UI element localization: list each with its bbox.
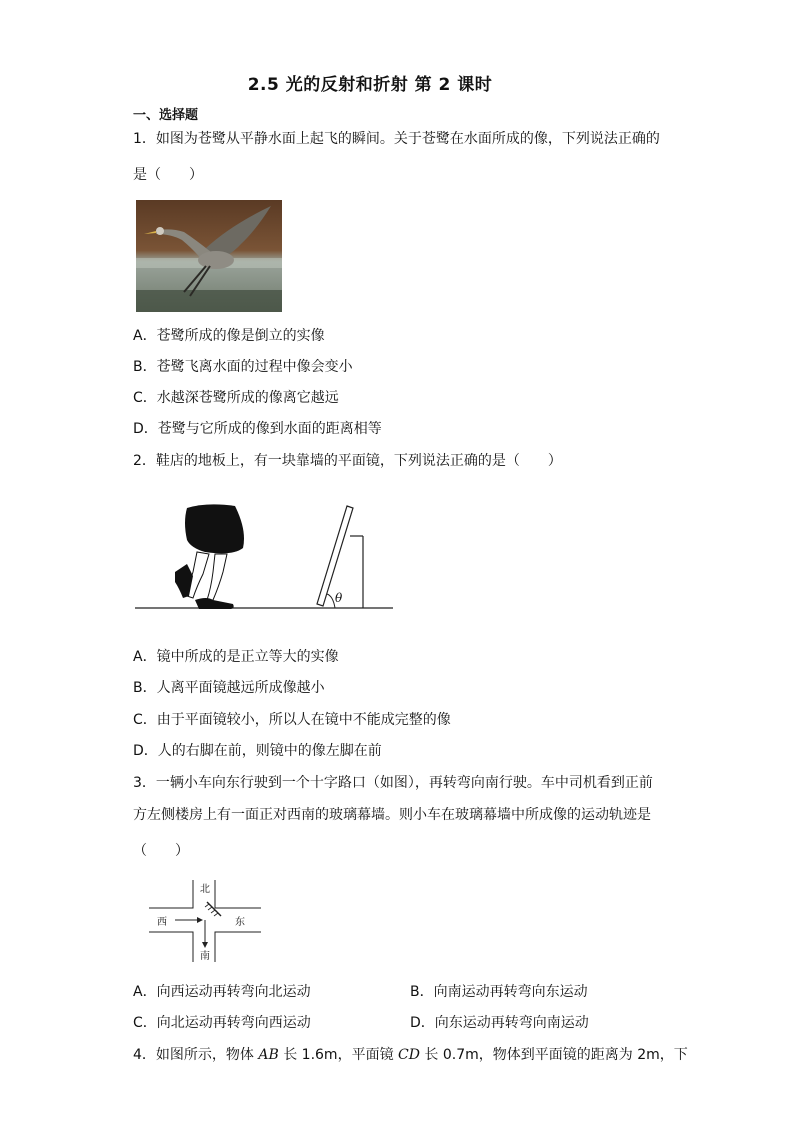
q1-option-d: D．苍鹭与它所成的像到水面的距离相等: [133, 421, 382, 437]
heron-photo: [136, 200, 282, 312]
q3-stem-line3: （ ）: [133, 843, 189, 859]
theta-label: θ: [335, 591, 343, 605]
page-title: 2.5 光的反射和折射 第 2 课时: [247, 75, 493, 95]
q1-stem-line1: 1．如图为苍鹭从平静水面上起飞的瞬间。关于苍鹭在水面所成的像，下列说法正确的: [133, 131, 660, 147]
intersection-figure: [145, 880, 263, 962]
q2-option-a: A．镜中所成的是正立等大的实像: [133, 649, 339, 665]
q1-stem-line2: 是（ ）: [133, 167, 203, 183]
q2-option-c: C．由于平面镜较小，所以人在镜中不能成完整的像: [133, 712, 451, 728]
west-label: 西: [157, 917, 167, 928]
q2-stem: 2．鞋店的地板上，有一块靠墙的平面镜，下列说法正确的是（ ）: [133, 453, 562, 469]
q1-option-c: C．水越深苍鹭所成的像离它越远: [133, 390, 339, 406]
q4-stem: [133, 1045, 688, 1065]
q3-option-a: A．向西运动再转弯向北运动: [133, 984, 311, 1000]
q3-option-d: D．向东运动再转弯向南运动: [410, 1015, 589, 1031]
q1-option-a: A．苍鹭所成的像是倒立的实像: [133, 328, 325, 344]
q4-prefix: 4．如图所示，物体: [133, 1047, 259, 1063]
q3-option-b: B．向南运动再转弯向东运动: [410, 984, 588, 1000]
shoe-mirror-figure: [135, 500, 395, 615]
q4-suffix: 长 0.7m，物体到平面镜的距离为 2m，下: [419, 1047, 688, 1063]
q1-option-b: B．苍鹭飞离水面的过程中像会变小: [133, 359, 353, 375]
north-label: 北: [200, 884, 210, 895]
q4-mid: 长 1.6m，平面镜: [278, 1047, 399, 1063]
q2-option-b: B．人离平面镜越远所成像越小: [133, 680, 325, 696]
q4-cd: CD: [398, 1047, 420, 1063]
section-heading: 一、选择题: [133, 108, 199, 123]
q2-option-d: D．人的右脚在前，则镜中的像左脚在前: [133, 743, 382, 759]
q3-stem-line2: 方左侧楼房上有一面正对西南的玻璃幕墙。则小车在玻璃幕墙中所成像的运动轨迹是: [133, 807, 651, 823]
q3-option-c: C．向北运动再转弯向西运动: [133, 1015, 311, 1031]
south-label: 南: [200, 951, 210, 962]
q4-ab: AB: [258, 1047, 279, 1063]
east-label: 东: [235, 917, 245, 928]
q3-stem-line1: 3．一辆小车向东行驶到一个十字路口（如图），再转弯向南行驶。车中司机看到正前: [133, 775, 653, 791]
